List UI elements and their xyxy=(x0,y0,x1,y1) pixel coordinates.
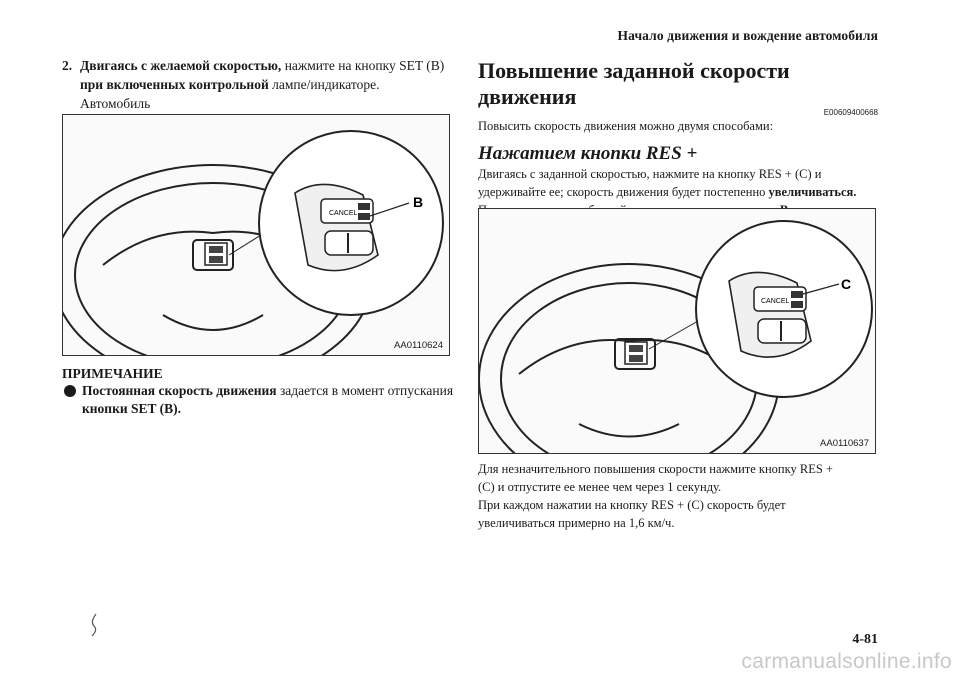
caption-line-4: увеличиваться примерно на 1,6 км/ч. xyxy=(478,516,675,530)
caption-text xyxy=(478,460,876,532)
button-cluster-small xyxy=(205,243,227,265)
note-bold-lead: Постоянная скорость движения xyxy=(82,383,277,398)
page-number: 4-81 xyxy=(852,632,878,647)
step-bold-2: при включенных контрольной xyxy=(80,77,269,92)
para-1-bold: увеличиваться. xyxy=(768,185,857,199)
note-text: задается в момент отпускания xyxy=(276,383,454,398)
res-button xyxy=(358,203,370,210)
intro-text: Повысить скорость движения можно двумя способами: xyxy=(478,119,774,133)
res-button-2 xyxy=(791,291,803,298)
para-1: Двигаясь с заданной скоростью, нажмите на кнопку RES + (C) и удерживайте ее; скорость движения будет постепенно xyxy=(478,167,822,199)
steering-wheel-figure-res xyxy=(478,208,876,454)
steering-wheel-illustration xyxy=(63,115,449,355)
note-bold-end: кнопки SET (B). xyxy=(82,401,182,416)
pen-mark-icon xyxy=(88,612,100,638)
note-title: ПРИМЕЧАНИЕ xyxy=(62,366,163,381)
section-title: Повышение заданной скорости движения xyxy=(478,58,790,109)
caption-line-3: При каждом нажатии на кнопку RES + (C) скорость будет xyxy=(478,498,786,512)
section-code: E00609400668 xyxy=(823,108,878,117)
bullet-icon xyxy=(64,385,76,397)
step-number: 2. xyxy=(62,58,73,73)
caption-line-1: Для незначительного повышения скорости нажмите кнопку RES + xyxy=(478,462,833,476)
steering-wheel-illustration-2 xyxy=(479,209,875,453)
set-button xyxy=(358,213,370,220)
caption-line-2: (C) и отпустите ее менее чем через 1 секунду. xyxy=(478,480,722,494)
button-cluster-small-2 xyxy=(625,342,647,364)
figure-code-2: AA0110637 xyxy=(820,438,869,449)
set-button-2 xyxy=(791,301,803,308)
cancel-label: CANCEL xyxy=(329,210,358,217)
callout-b: B xyxy=(413,194,424,210)
running-header: Начало движения и вождение автомобиля xyxy=(617,28,878,43)
callout-c: C xyxy=(841,276,852,292)
subsection-title: Нажатием кнопки RES + xyxy=(478,143,698,164)
steering-wheel-figure-set xyxy=(62,114,450,356)
cancel-label-2: CANCEL xyxy=(761,298,790,305)
step-text-1: нажмите на кнопку SET (B) xyxy=(281,58,445,73)
step-text-2: лампе/индикаторе. Автомобиль xyxy=(80,77,380,111)
note-body xyxy=(62,382,462,418)
figure-code: AA0110624 xyxy=(394,340,443,351)
step-bold-lead: Двигаясь с желаемой скоростью, xyxy=(80,58,282,73)
watermark: carmanualsonline.info xyxy=(741,650,952,673)
